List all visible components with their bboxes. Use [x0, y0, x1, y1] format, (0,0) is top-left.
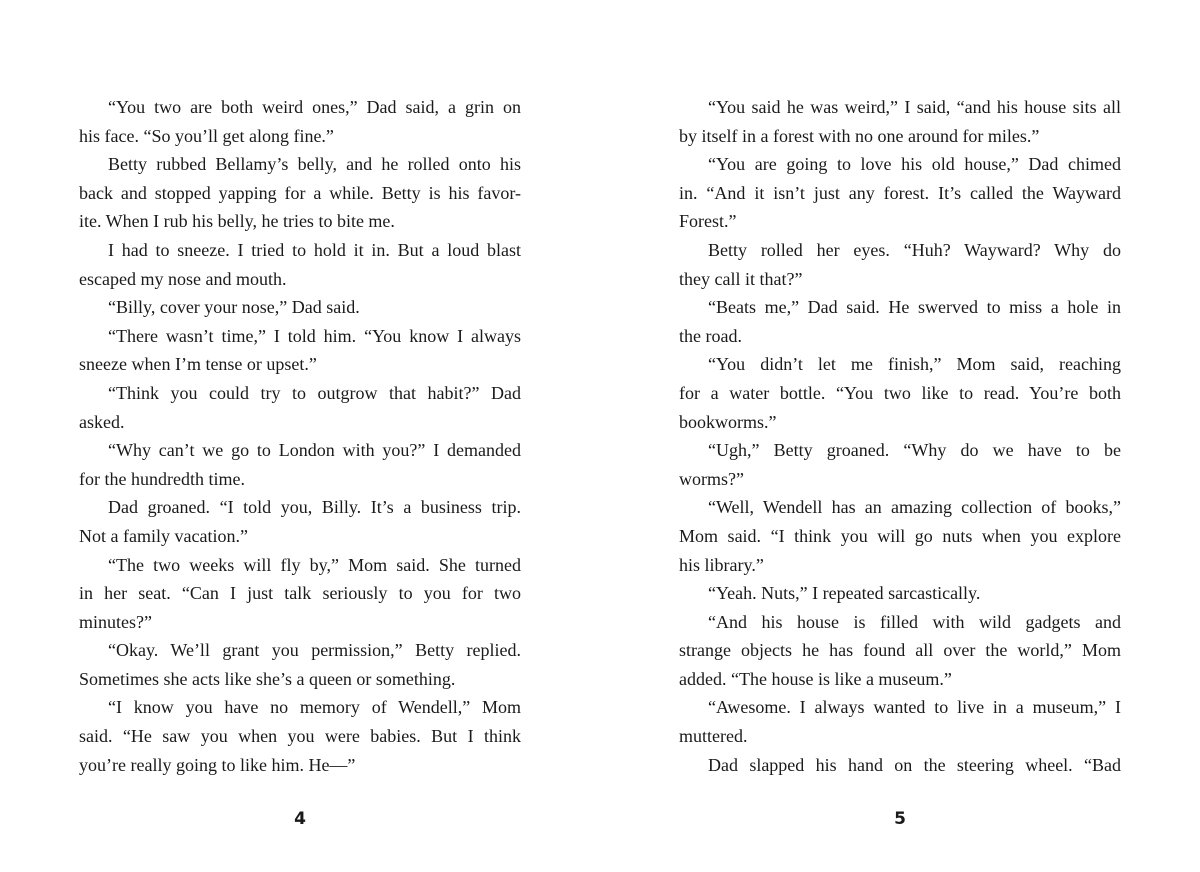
text-line: “Yeah. Nuts,” I repeated sarcastically. — [708, 583, 981, 604]
text-line: sneeze when I’m tense or upset.” — [79, 354, 317, 375]
text-line: Forest.” — [679, 211, 737, 232]
text-line: “Why can’t we go to London with you?” I demanded — [108, 440, 521, 461]
text-line: “You said he was weird,” I said, “and his house sits all — [708, 97, 1121, 117]
left-page-number: 4 — [294, 809, 306, 829]
text-line: “And his house is filled with wild gadgets and — [708, 611, 1121, 632]
text-line: “Okay. We’ll grant you permission,” Betty replied. — [108, 640, 521, 661]
text-line: “Well, Wendell has an amazing collection of books,” — [708, 497, 1121, 518]
text-line: in her seat. “Can I just talk seriously to you for two — [79, 583, 521, 604]
text-line: “Beats me,” Dad said. He swerved to miss a hole in — [708, 297, 1121, 318]
text-line: “Think you could try to outgrow that habit?” Dad — [108, 382, 521, 403]
text-line: “You two are both weird ones,” Dad said, a grin on — [108, 97, 521, 117]
text-line: Dad slapped his hand on the steering wheel. “Bad — [708, 754, 1121, 775]
text-line: bookworms.” — [679, 411, 777, 432]
left-page-text — [79, 93, 521, 779]
text-line: his face. “So you’ll get along fine.” — [79, 125, 334, 146]
text-line: “There wasn’t time,” I told him. “You know I always — [108, 325, 521, 346]
right-page-number: 5 — [894, 809, 906, 829]
text-line: “Billy, cover your nose,” Dad said. — [108, 297, 360, 318]
text-line: asked. — [79, 411, 125, 432]
text-line: said. “He saw you when you were babies. But I think — [79, 726, 521, 747]
text-line: Dad groaned. “I told you, Billy. It’s a business trip. — [108, 497, 521, 518]
text-line: “The two weeks will fly by,” Mom said. She turned — [108, 554, 521, 575]
text-line: escaped my nose and mouth. — [79, 268, 287, 289]
text-line: minutes?” — [79, 611, 152, 632]
right-page-text — [679, 93, 1121, 779]
text-line: his library.” — [679, 554, 764, 575]
text-line: in. “And it isn’t just any forest. It’s called the Wayward — [679, 182, 1121, 203]
text-line: the road. — [679, 325, 742, 346]
text-line: Not a family vacation.” — [79, 525, 248, 546]
text-line: strange objects he has found all over the world,” Mom — [679, 640, 1121, 661]
text-line: for the hundredth time. — [79, 468, 245, 489]
text-line: “You are going to love his old house,” Dad chimed — [708, 154, 1121, 175]
text-line: for a water bottle. “You two like to read. You’re both — [679, 382, 1121, 403]
text-line: “Awesome. I always wanted to live in a museum,” I — [708, 697, 1121, 718]
text-line: by itself in a forest with no one around for miles.” — [679, 125, 1040, 146]
text-line: “I know you have no memory of Wendell,” Mom — [108, 697, 521, 718]
text-line: you’re really going to like him. He—” — [79, 754, 356, 775]
text-line: added. “The house is like a museum.” — [679, 668, 952, 689]
text-line: “Ugh,” Betty groaned. “Why do we have to be — [708, 440, 1121, 461]
text-line: “You didn’t let me finish,” Mom said, reaching — [708, 354, 1121, 375]
text-line: Sometimes she acts like she’s a queen or something. — [79, 668, 456, 689]
text-line: they call it that?” — [679, 268, 803, 289]
text-line: Betty rubbed Bellamy’s belly, and he rolled onto his — [108, 154, 521, 175]
text-line: Betty rolled her eyes. “Huh? Wayward? Why do — [708, 239, 1121, 260]
text-line: back and stopped yapping for a while. Betty is his favor- — [79, 182, 521, 203]
text-line: Mom said. “I think you will go nuts when you explore — [679, 525, 1121, 546]
text-line: worms?” — [679, 468, 744, 489]
text-line: I had to sneeze. I tried to hold it in. But a loud blast — [108, 239, 521, 260]
text-line: muttered. — [679, 726, 748, 747]
text-line: ite. When I rub his belly, he tries to bite me. — [79, 211, 395, 232]
